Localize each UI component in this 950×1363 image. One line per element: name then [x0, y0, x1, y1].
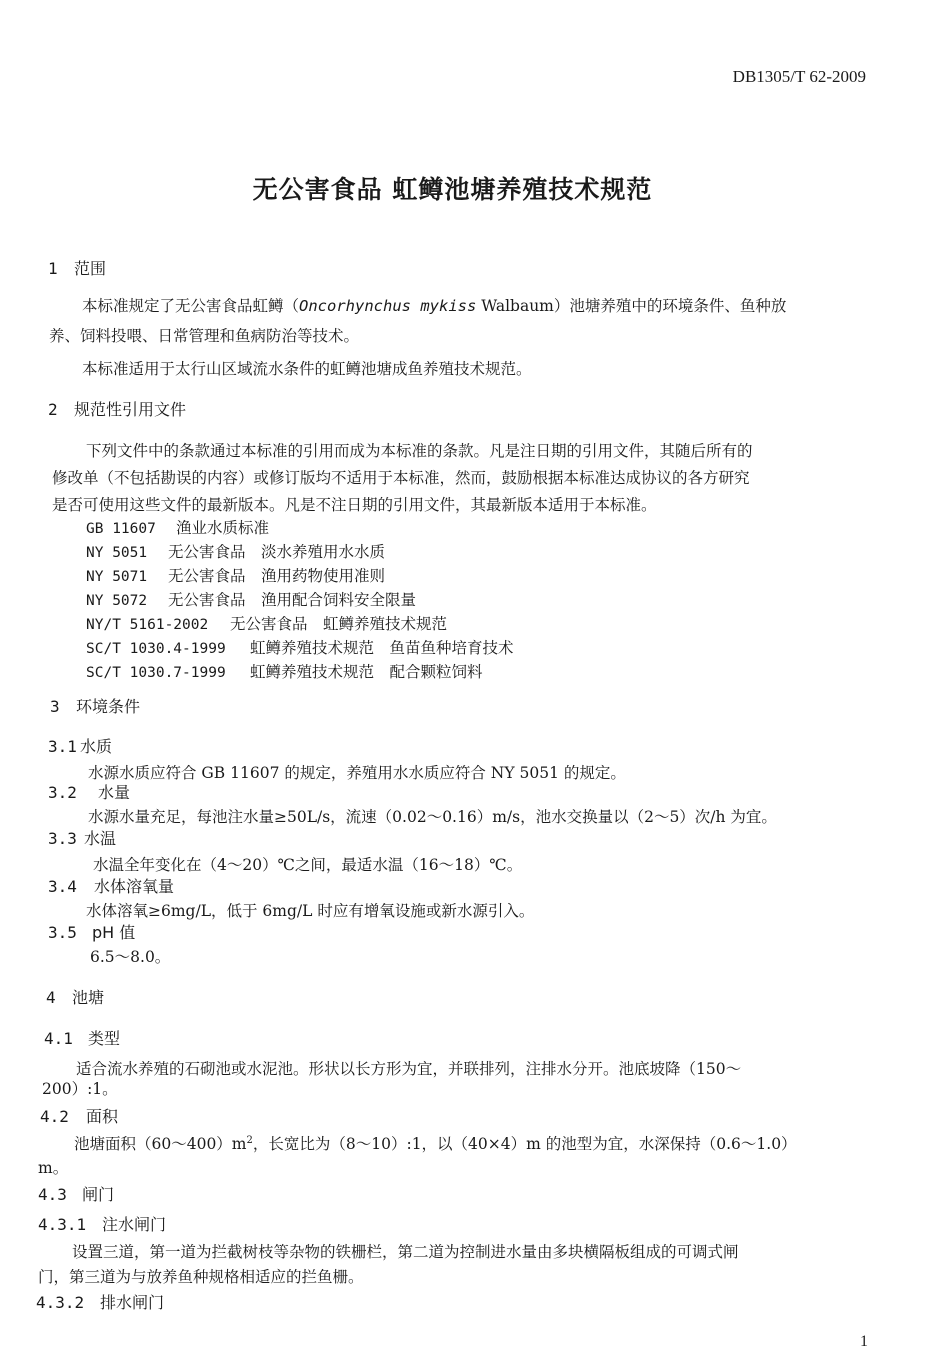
- paragraph: 水温全年变化在（4～20）℃之间，最适水温（16～18）℃。: [93, 856, 523, 874]
- reference-item: [86, 564, 385, 586]
- subsection-title: 水温: [84, 829, 117, 848]
- paragraph: 下列文件中的条款通过本标准的引用而成为本标准的条款。凡是注日期的引用文件，其随后所有的: [86, 442, 753, 460]
- document-code: DB1305/T 62-2009: [732, 67, 866, 86]
- reference-code: NY 5072: [86, 593, 148, 609]
- subsection-number: 4.3.2: [36, 1293, 85, 1312]
- text-run: 池塘面积（60～400）m: [74, 1135, 247, 1153]
- subsection-number: 4.2: [40, 1107, 69, 1126]
- section-title: 规范性引用文件: [74, 400, 187, 419]
- text-run: ，长宽比为（8～10）:1，以（40×4）m 的池型为宜，水深保持（0.6～1.0）: [252, 1135, 797, 1153]
- text-run: 本标准规定了无公害食品虹鳟（: [82, 297, 300, 315]
- subsection-title: 类型: [88, 1029, 121, 1048]
- reference-item: [86, 612, 447, 634]
- reference-title: 渔业水质标准: [176, 519, 270, 537]
- section-4-heading: [46, 985, 104, 1008]
- scientific-name: Oncorhynchus mykiss: [299, 297, 477, 315]
- paragraph: 水源水质应符合 GB 11607 的规定，养殖用水水质应符合 NY 5051 的规定。: [88, 764, 626, 782]
- paragraph-continuation: 养、饲料投喂、日常管理和鱼病防治等技术。: [49, 327, 360, 345]
- subsection-3-2-heading: [48, 780, 130, 803]
- subsection-3-1-heading: [48, 734, 112, 757]
- paragraph: [82, 294, 786, 316]
- subsection-title: 闸门: [82, 1185, 115, 1204]
- subsection-number: 4.3: [38, 1185, 67, 1204]
- paragraph: 6.5～8.0。: [90, 948, 171, 966]
- reference-item: [86, 588, 416, 610]
- paragraph-continuation: 修改单（不包括勘误的内容）或修订版均不适用于本标准，然而，鼓励根据本标准达成协议的各方研究: [52, 469, 750, 487]
- reference-title: 无公害食品 渔用配合饲料安全限量: [168, 591, 417, 609]
- reference-title: 虹鳟养殖技术规范 配合颗粒饲料: [250, 663, 483, 681]
- superscript: 2: [246, 1134, 253, 1146]
- reference-title: 无公害食品 淡水养殖用水水质: [168, 543, 386, 561]
- section-title: 池塘: [72, 988, 105, 1007]
- subsection-title: 水质: [80, 737, 113, 756]
- paragraph: 适合流水养殖的石砌池或水泥池。形状以长方形为宜，并联排列，注排水分开。池底坡降（150～: [76, 1060, 742, 1078]
- subsection-4-3-heading: [38, 1182, 114, 1205]
- subsection-4-1-heading: [44, 1026, 120, 1049]
- section-number: 3: [50, 697, 60, 716]
- section-number: 2: [48, 400, 58, 419]
- subsection-title: 排水闸门: [100, 1293, 165, 1312]
- paragraph: 本标准适用于太行山区域流水条件的虹鳟池塘成鱼养殖技术规范。: [82, 360, 532, 378]
- section-number: 1: [48, 259, 58, 278]
- reference-item: [86, 540, 385, 562]
- section-number: 4: [46, 988, 56, 1007]
- subsection-4-3-2-heading: [36, 1290, 164, 1313]
- paragraph-continuation: 200）:1。: [42, 1080, 118, 1098]
- subsection-number: 4.1: [44, 1029, 73, 1048]
- subsection-number: 4.3.1: [38, 1215, 87, 1234]
- subsection-number: 3.4: [48, 877, 77, 896]
- reference-code: NY/T 5161-2002: [86, 617, 209, 633]
- section-1-heading: [48, 256, 106, 279]
- section-2-heading: [48, 397, 186, 420]
- subsection-4-2-heading: [40, 1104, 118, 1127]
- reference-code: GB 11607: [86, 521, 156, 537]
- paragraph-continuation: 门，第三道为与放养鱼种规格相适应的拦鱼栅。: [38, 1268, 364, 1286]
- subsection-number: 3.1: [48, 737, 77, 756]
- subsection-title: 水量: [98, 783, 131, 802]
- section-title: 范围: [74, 259, 107, 278]
- paragraph: 设置三道，第一道为拦截树枝等杂物的铁栅栏，第二道为控制进水量由多块横隔板组成的可调式闸: [72, 1243, 739, 1261]
- subsection-4-3-1-heading: [38, 1212, 166, 1235]
- reference-code: NY 5051: [86, 545, 148, 561]
- subsection-3-4-heading: [48, 874, 174, 897]
- reference-title: 无公害食品 渔用药物使用准则: [168, 567, 386, 585]
- subsection-number: 3.2: [48, 783, 77, 802]
- reference-title: 虹鳟养殖技术规范 鱼苗鱼种培育技术: [250, 639, 514, 657]
- reference-item: [86, 660, 483, 682]
- subsection-title: 水体溶氧量: [94, 877, 175, 896]
- subsection-title: 注水闸门: [102, 1215, 167, 1234]
- section-title: 环境条件: [76, 697, 141, 716]
- subsection-title: 面积: [86, 1107, 119, 1126]
- subsection-3-3-heading: [48, 826, 116, 849]
- reference-title: 无公害食品 虹鳟养殖技术规范: [230, 615, 448, 633]
- subsection-title: pH 值: [92, 923, 136, 942]
- paragraph: [74, 1132, 797, 1154]
- subsection-number: 3.3: [48, 829, 77, 848]
- document-title: 无公害食品 虹鳟池塘养殖技术规范: [252, 175, 653, 204]
- reference-item: [86, 516, 269, 538]
- page-number: 1: [860, 1333, 868, 1350]
- reference-code: SC/T 1030.4-1999: [86, 641, 226, 657]
- subsection-number: 3.5: [48, 923, 77, 942]
- paragraph-continuation: 是否可使用这些文件的最新版本。凡是不注日期的引用文件，其最新版本适用于本标准。: [52, 496, 657, 514]
- reference-item: [86, 636, 514, 658]
- reference-code: SC/T 1030.7-1999: [86, 665, 226, 681]
- subsection-3-5-heading: [48, 920, 135, 943]
- text-run: Walbaum）池塘养殖中的环境条件、鱼种放: [476, 297, 787, 315]
- section-3-heading: [50, 694, 140, 717]
- paragraph: 水源水量充足，每池注水量≥50L/s，流速（0.02～0.16）m/s，池水交换量以（2～5）次/h 为宜。: [88, 808, 777, 826]
- reference-code: NY 5071: [86, 569, 148, 585]
- paragraph-continuation: m。: [38, 1159, 69, 1177]
- paragraph: 水体溶氧≥6mg/L，低于 6mg/L 时应有增氧设施或新水源引入。: [86, 902, 535, 920]
